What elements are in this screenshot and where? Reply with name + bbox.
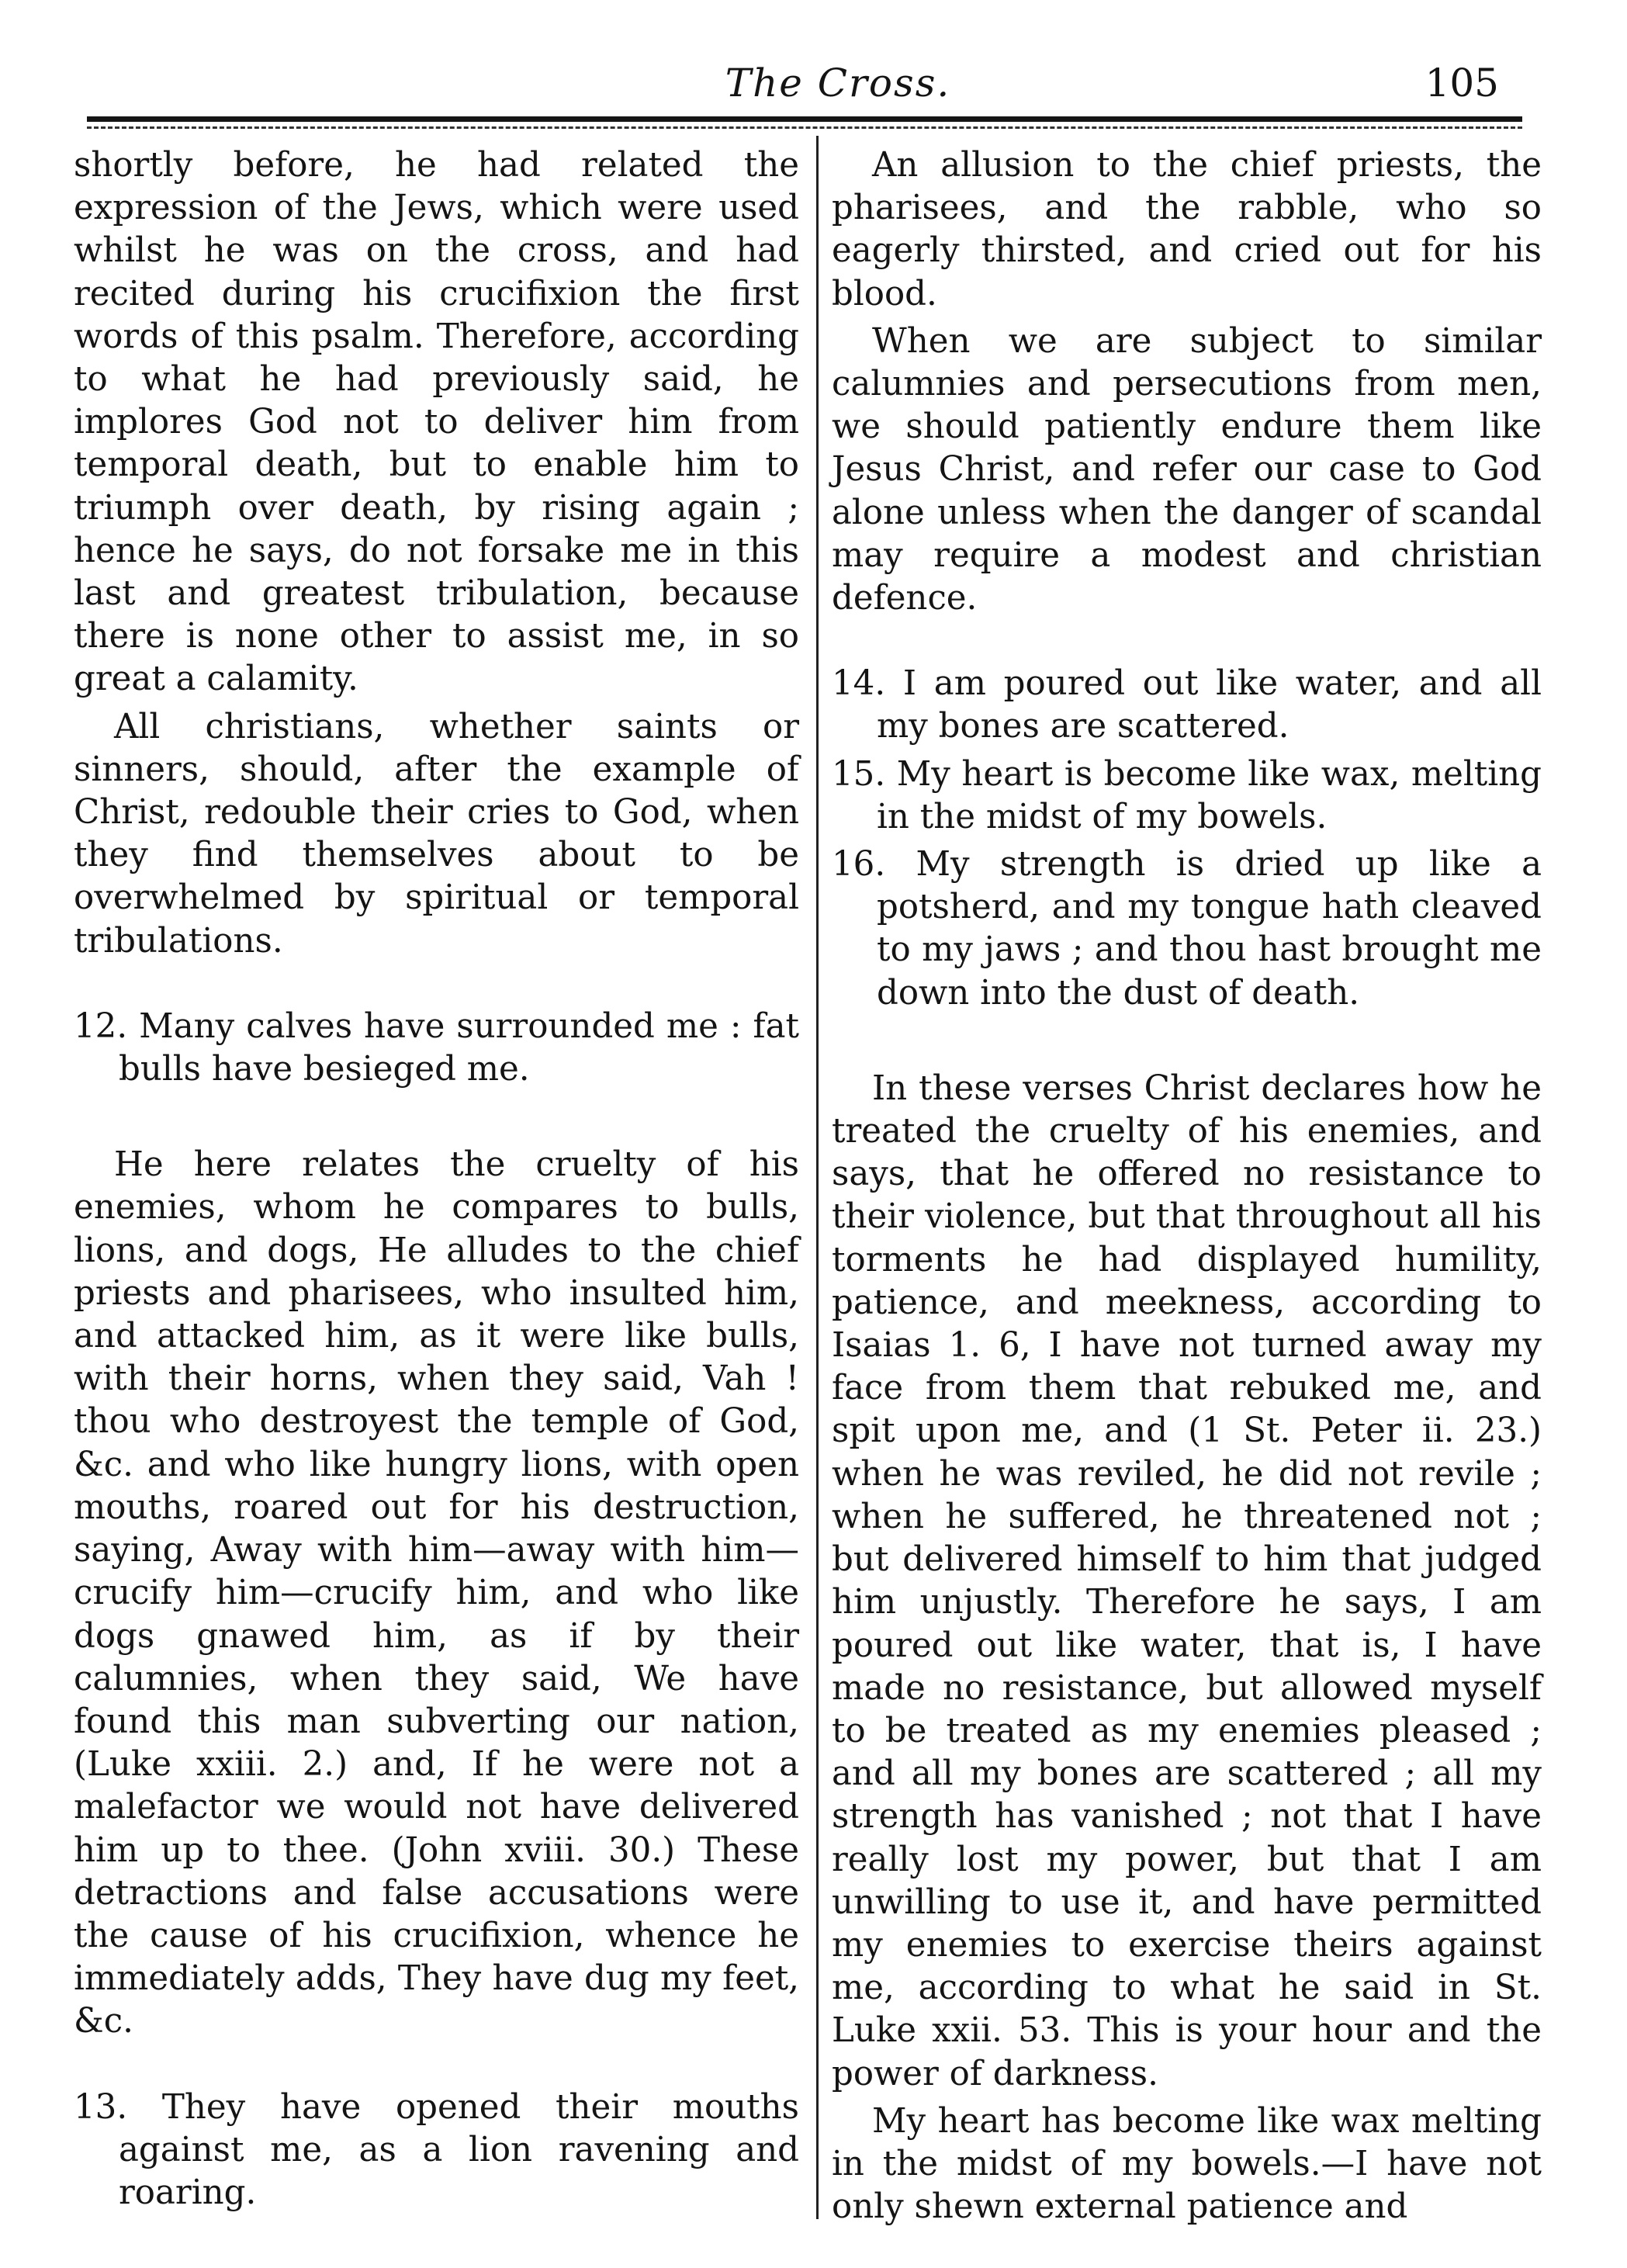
page-number: 105 bbox=[1424, 61, 1499, 106]
verse-15: 15. My heart is become like wax, melting in the midst of my bowels. bbox=[832, 754, 1542, 836]
verse-14: 14. I am poured out like water, and all my bones are scattered. bbox=[832, 664, 1542, 746]
verse-13: 13. They have opened their mouths against me, as a lion ravening and roaring. bbox=[74, 2087, 799, 2212]
verse-12: 12. Many calves have surrounded me : fat bulls have besieged me. bbox=[74, 1006, 799, 1089]
paragraph: In these verses Christ declares how he treated the cruelty of his enemies, and says, that he offered no resistance to their violence, but that throughout all his torments he had displayed humility, patience, and meekness, according to Isaias 1. 6, I have not turned away my face from them that rebuked me, and spit upon me, and (1 St. Peter ii. 23.) when he was reviled, he did not revile ; when he suffered, he threatened not ; but delivered himself to him that judged him unjustly. Therefore he says, I am poured out like water, that is, I have made no resistance, but allowed myself to be treated as my enemies pleased ; and all my bones are scattered ; all my strength has vanished ; not that I have really lost my power, but that I am unwilling to use it, and have permitted my enemies to exercise theirs against me, according to what he said in St. Luke xxii. 53. This is your hour and the power of darkness. bbox=[832, 1068, 1542, 2093]
paragraph: All christians, whether saints or sinners, should, after the example of Christ, redouble their cries to God, when they find themselves about to be overwhelmed by spiritual or temporal tribulations. bbox=[74, 707, 799, 961]
left-column bbox=[74, 144, 799, 2214]
right-column bbox=[832, 144, 1542, 2228]
page-header bbox=[0, 61, 1627, 115]
running-title: The Cross. bbox=[725, 61, 951, 106]
paragraph: When we are subject to similar calumnies and persecutions from men, we should patiently endure them like Jesus Christ, and refer our case to God alone unless when the danger of scandal may require a modest and christian defence. bbox=[832, 321, 1542, 618]
header-rule bbox=[87, 116, 1522, 122]
paragraph: An allusion to the chief priests, the pharisees, and the rabble, who so eagerly thirsted, and cried out for his blood. bbox=[832, 146, 1542, 313]
column-divider bbox=[816, 136, 819, 2219]
verse-16: 16. My strength is dried up like a potsherd, and my tongue hath cleaved to my jaws ; and thou hast brought me down into the dust of death. bbox=[832, 845, 1542, 1013]
header-rule-dashed bbox=[87, 126, 1522, 129]
paragraph-continues: My heart has become like wax melting in the midst of my bowels.—I have not only shewn external patience and bbox=[832, 2101, 1542, 2227]
paragraph-continued: shortly before, he had related the expression of the Jews, which were used whilst he was on the cross, and had recited during his crucifixion the first words of this psalm. Therefore, according to what he had previously said, he implores God not to deliver him from temporal death, but to enable him to triumph over death, by rising again ; hence he says, do not forsake me in this last and greatest tribulation, because there is none other to assist me, in so great a calamity. bbox=[74, 146, 799, 699]
paragraph: He here relates the cruelty of his enemies, whom he compares to bulls, lions, and dogs, He alludes to the chief priests and pharisees, who insulted him, and attacked him, as it were like bulls, with their horns, when they said, Vah ! thou who destroyest the temple of God, &c. and who like hungry lions, with open mouths, roared out for his destruction, saying, Away with him—away with him—crucify him—crucify him, and who like dogs gnawed him, as if by their calumnies, when they said, We have found this man subverting our nation, (Luke xxiii. 2.) and, If he were not a malefactor we would not have delivered him up to thee. (John xviii. 30.) These detractions and false accusations were the cause of his crucifixion, whence he immediately adds, They have dug my feet, &c. bbox=[74, 1145, 799, 2041]
